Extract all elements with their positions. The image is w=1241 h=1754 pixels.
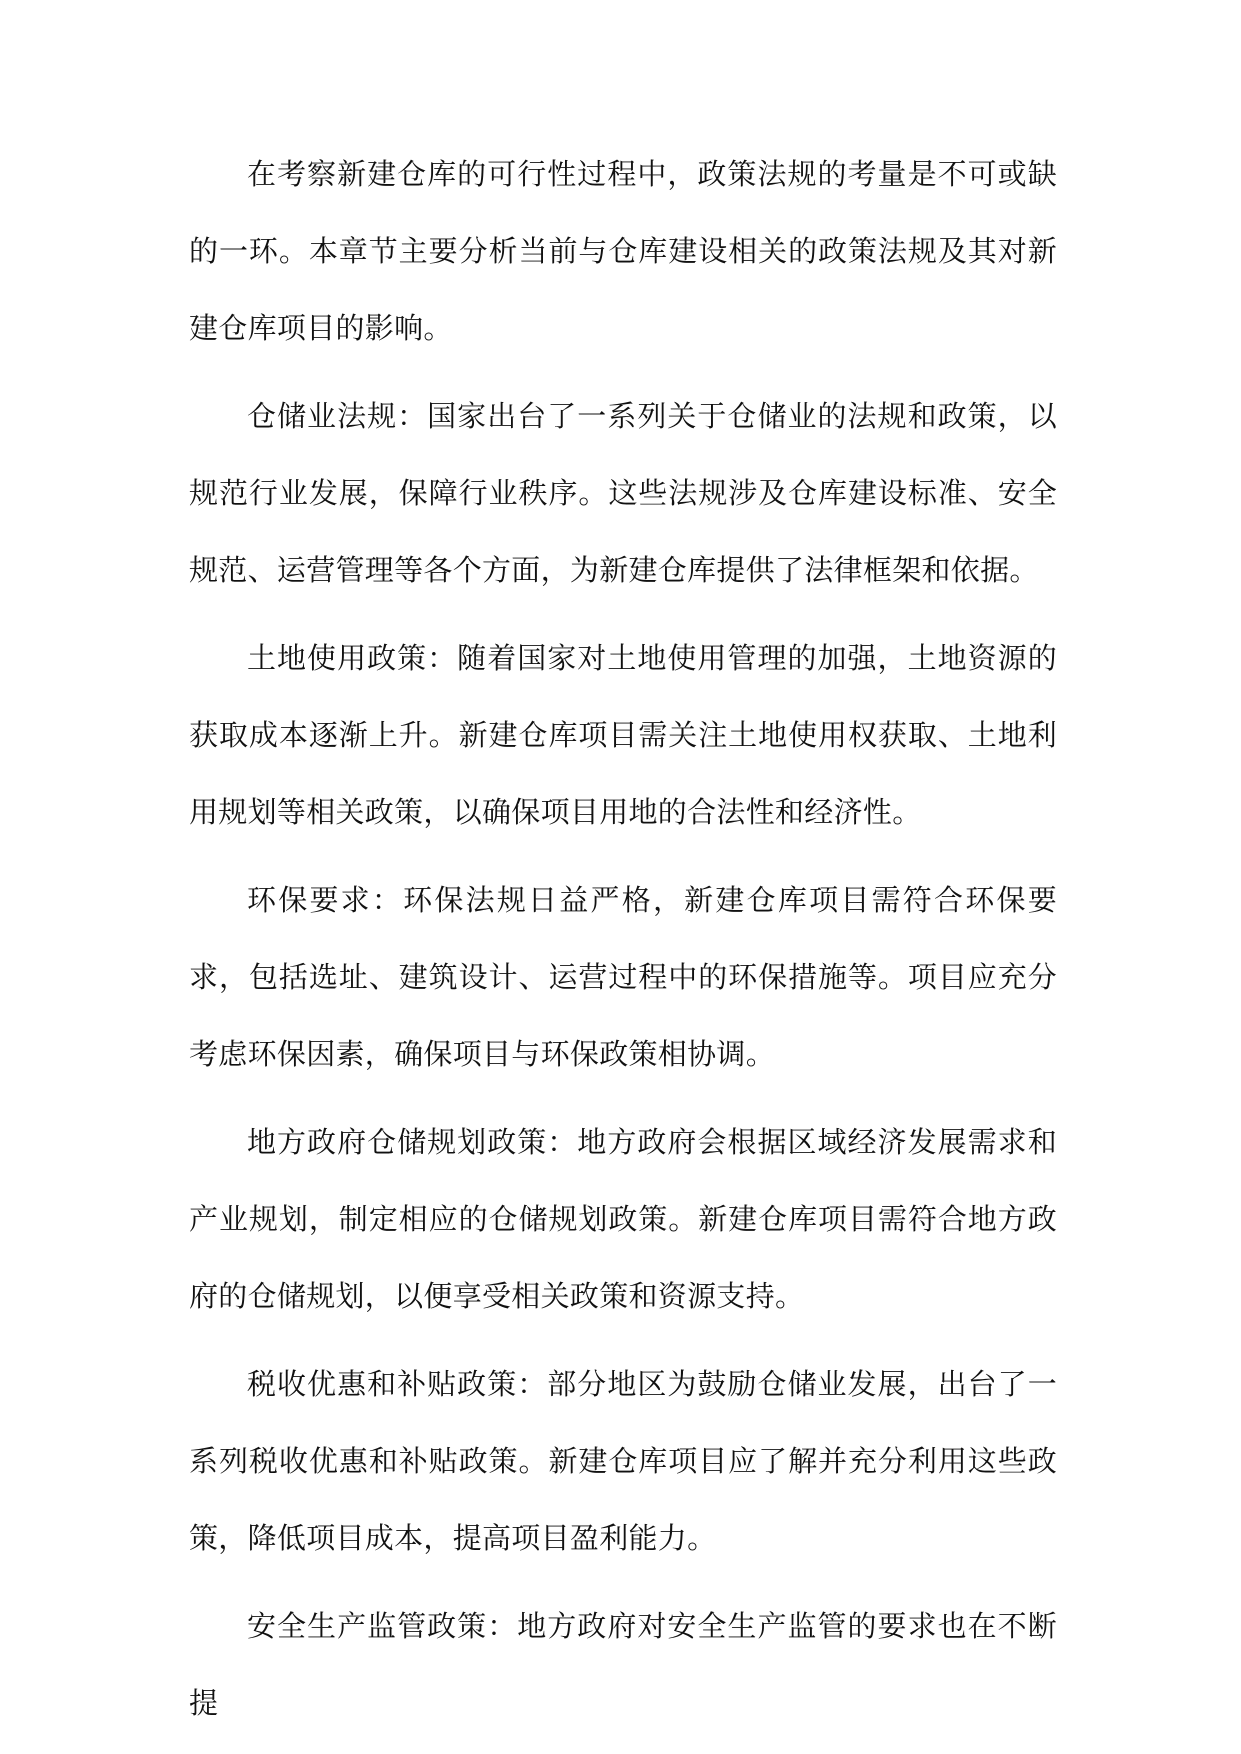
document-body bbox=[189, 136, 1057, 1753]
intro-paragraph: 在考察新建仓库的可行性过程中，政策法规的考量是不可或缺的一环。本章节主要分析当前与仓库建设相关的政策法规及其对新建仓库项目的影响。 bbox=[189, 157, 1057, 345]
local-planning-policy-paragraph: 地方政府仓储规划政策：地方政府会根据区域经济发展需求和产业规划，制定相应的仓储规划政策。新建仓库项目需符合地方政府的仓储规划，以便享受相关政策和资源支持。 bbox=[189, 1125, 1057, 1313]
tax-subsidy-policy-paragraph: 税收优惠和补贴政策：部分地区为鼓励仓储业发展，出台了一系列税收优惠和补贴政策。新建仓库项目应了解并充分利用这些政策，降低项目成本，提高项目盈利能力。 bbox=[189, 1367, 1057, 1555]
safety-supervision-policy-paragraph: 安全生产监管政策：地方政府对安全生产监管的要求也在不断提 bbox=[189, 1609, 1057, 1720]
environmental-requirements-paragraph: 环保要求：环保法规日益严格，新建仓库项目需符合环保要求，包括选址、建筑设计、运营过程中的环保措施等。项目应充分考虑环保因素，确保项目与环保政策相协调。 bbox=[189, 883, 1057, 1071]
land-use-policy-paragraph: 土地使用政策：随着国家对土地使用管理的加强，土地资源的获取成本逐渐上升。新建仓库项目需关注土地使用权获取、土地利用规划等相关政策，以确保项目用地的合法性和经济性。 bbox=[189, 641, 1057, 829]
warehousing-regulations-paragraph: 仓储业法规：国家出台了一系列关于仓储业的法规和政策，以规范行业发展，保障行业秩序。这些法规涉及仓库建设标准、安全规范、运营管理等各个方面，为新建仓库提供了法律框架和依据。 bbox=[189, 399, 1057, 587]
